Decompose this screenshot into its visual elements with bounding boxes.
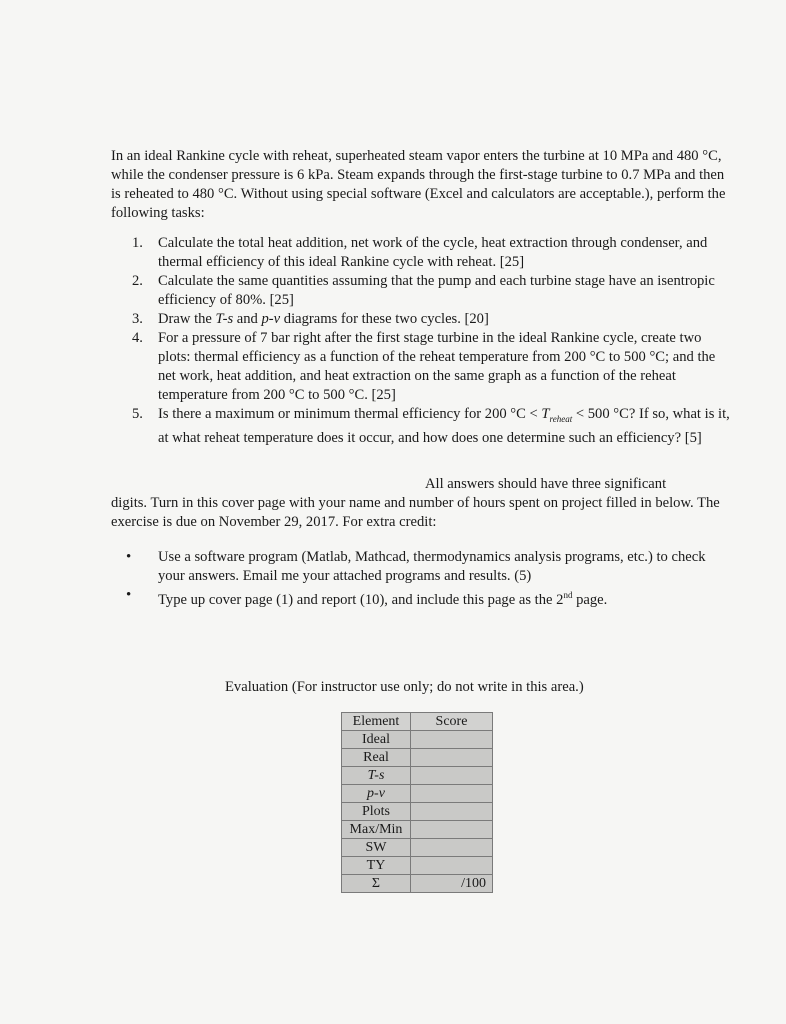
bullet-icon: • [126,587,132,603]
ordinal-suffix: nd [563,590,573,600]
table-row [342,839,493,857]
task-number: 3. [132,311,143,327]
element-cell: T-s [342,767,411,785]
extra-credit-list [126,548,732,610]
score-table [341,712,493,893]
element-cell: p-v [342,785,411,803]
element-cell: Max/Min [342,821,411,839]
list-item [126,586,732,610]
score-cell [411,767,493,785]
list-item [126,548,732,586]
table-row [342,875,493,893]
task-item [132,329,732,405]
score-cell [411,803,493,821]
element-cell: Real [342,749,411,767]
score-cell [411,839,493,857]
score-cell [411,731,493,749]
task-text-post: < 500 °C? If so, what is it, at what reheat temperature does it occur, and how does one determine such an efficiency? [5] [158,406,730,446]
task-number: 2. [132,273,143,289]
table-row [342,749,493,767]
evaluation-heading: Evaluation (For instructor use only; do not write in this area.) [225,679,584,695]
task-item [132,272,732,310]
table-row [342,767,493,785]
task-list [132,234,732,448]
table-row [342,731,493,749]
sum-symbol-cell: Σ [342,875,411,893]
element-cell: SW [342,839,411,857]
column-header-score: Score [411,713,493,731]
extra-credit-text-pre: Type up cover page (1) and report (10), and include this page as the 2 [158,591,564,608]
pv-label: p-v [261,311,281,327]
task-item [132,405,732,448]
task-item [132,310,732,329]
score-cell [411,749,493,767]
element-cell: Ideal [342,731,411,749]
bullet-icon: • [126,549,132,565]
task-text-mid: and [233,311,262,327]
element-cell: Plots [342,803,411,821]
extra-credit-text: Use a software program (Matlab, Mathcad, thermodynamics analysis programs, etc.) to check your answers. Email me your attached programs and results. (5) [158,549,706,584]
table-row [342,785,493,803]
t-reheat-subscript: reheat [549,413,573,424]
table-row [342,803,493,821]
task-text: For a pressure of 7 bar right after the first stage turbine in the ideal Rankine cycle, create two plots: thermal efficiency as a function of the reheat temperature from 200 °C to 500 °C; and the net work, heat addition, and heat extraction on the same graph as a function of the reheat temperature from 200 °C to 500 °C. [25] [158,330,716,403]
task-item [132,234,732,272]
t-reheat-symbol: T [541,406,550,422]
table-row [342,713,493,731]
task-number: 5. [132,406,143,422]
column-header-element: Element [342,713,411,731]
score-cell [411,821,493,839]
answers-rest: digits. Turn in this cover page with your name and number of hours spent on project filled in below. The exercise is due on November 29, 2017. For extra credit: [111,495,720,530]
score-cell [411,857,493,875]
task-number: 1. [132,235,143,251]
answers-lead: All answers should have three significant [425,476,667,492]
score-cell [411,785,493,803]
intro-paragraph: In an ideal Rankine cycle with reheat, superheated steam vapor enters the turbine at 10 MPa and 480 °C, while the condenser pressure is 6 kPa. Steam expands through the first-stage turbine to 0.7 MPa and then is reheated to 480 °C. Without using special software (Excel and calculators are acceptable.), perform the following tasks: [111,148,726,221]
task-number: 4. [132,330,143,346]
task-text-pre: Draw the [158,311,216,327]
task-text: Calculate the same quantities assuming that the pump and each turbine stage have an isentropic efficiency of 80%. [25] [158,273,715,308]
task-text-post: diagrams for these two cycles. [20] [280,311,489,327]
task-text: Calculate the total heat addition, net work of the cycle, heat extraction through condenser, and thermal efficiency of this ideal Rankine cycle with reheat. [25] [158,235,708,270]
element-cell: TY [342,857,411,875]
table-row [342,821,493,839]
ts-label: T-s [215,311,234,327]
answers-paragraph [111,475,726,532]
task-text-pre: Is there a maximum or minimum thermal efficiency for 200 °C < [158,406,542,422]
total-score-cell: /100 [411,875,493,893]
extra-credit-text-post: page. [572,591,608,608]
table-row [342,857,493,875]
